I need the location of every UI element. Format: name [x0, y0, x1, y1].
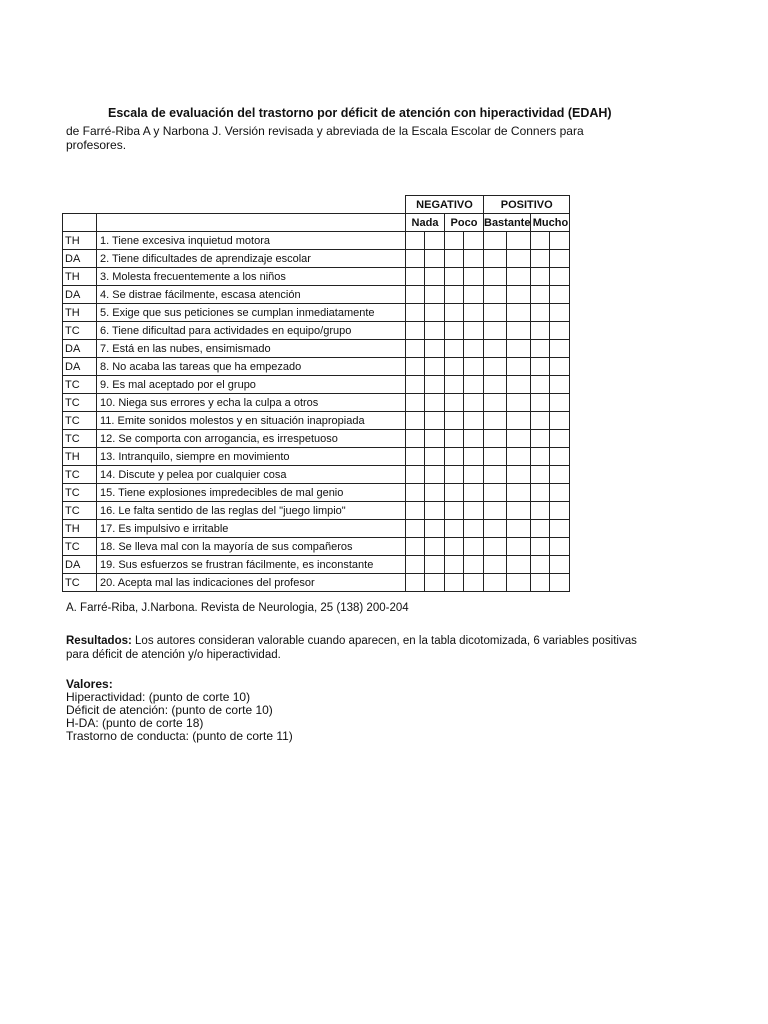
answer-checkbox-cell[interactable] — [531, 538, 550, 556]
table-row — [63, 268, 570, 286]
answer-checkbox-cell[interactable] — [445, 538, 464, 556]
answer-checkbox-cell[interactable] — [550, 358, 570, 376]
answer-checkbox-cell[interactable] — [425, 412, 445, 430]
answer-checkbox-cell[interactable] — [484, 394, 507, 412]
table-row — [63, 520, 570, 538]
answer-checkbox-cell[interactable] — [531, 358, 550, 376]
answer-checkbox-cell[interactable] — [550, 322, 570, 340]
row-item-text: 12. Se comporta con arrogancia, es irrespetuoso — [97, 430, 406, 448]
answer-checkbox-cell[interactable] — [425, 520, 445, 538]
row-item-text: 10. Niega sus errores y echa la culpa a otros — [97, 394, 406, 412]
answer-checkbox-cell[interactable] — [484, 538, 507, 556]
answer-checkbox-cell[interactable] — [531, 304, 550, 322]
answer-checkbox-cell[interactable] — [531, 250, 550, 268]
answer-checkbox-cell[interactable] — [484, 358, 507, 376]
answer-checkbox-cell[interactable] — [507, 340, 531, 358]
answer-checkbox-cell[interactable] — [445, 466, 464, 484]
row-item-text: 15. Tiene explosiones impredecibles de mal genio — [97, 484, 406, 502]
table-row — [63, 394, 570, 412]
answer-checkbox-cell[interactable] — [406, 232, 425, 250]
table-row — [63, 412, 570, 430]
answer-checkbox-cell[interactable] — [464, 520, 484, 538]
answer-checkbox-cell[interactable] — [406, 448, 425, 466]
answer-checkbox-cell[interactable] — [425, 322, 445, 340]
answer-checkbox-cell[interactable] — [445, 448, 464, 466]
answer-checkbox-cell[interactable] — [484, 304, 507, 322]
answer-checkbox-cell[interactable] — [464, 394, 484, 412]
answer-checkbox-cell[interactable] — [425, 448, 445, 466]
answer-checkbox-cell[interactable] — [531, 430, 550, 448]
answer-checkbox-cell[interactable] — [406, 340, 425, 358]
answer-checkbox-cell[interactable] — [550, 394, 570, 412]
answer-checkbox-cell[interactable] — [445, 232, 464, 250]
row-item-text: 18. Se lleva mal con la mayoría de sus compañeros — [97, 538, 406, 556]
answer-checkbox-cell[interactable] — [550, 520, 570, 538]
answer-checkbox-cell[interactable] — [425, 556, 445, 574]
answer-checkbox-cell[interactable] — [531, 466, 550, 484]
row-code: TH — [63, 520, 97, 538]
answer-checkbox-cell[interactable] — [507, 502, 531, 520]
header-bastante: Bastante — [484, 214, 531, 232]
answer-checkbox-cell[interactable] — [464, 304, 484, 322]
blank-header-cell — [63, 196, 406, 214]
answer-checkbox-cell[interactable] — [464, 412, 484, 430]
answer-checkbox-cell[interactable] — [425, 232, 445, 250]
answer-checkbox-cell[interactable] — [445, 502, 464, 520]
row-code: DA — [63, 286, 97, 304]
values-label: Valores: — [66, 677, 113, 691]
answer-checkbox-cell[interactable] — [425, 394, 445, 412]
answer-checkbox-cell[interactable] — [406, 394, 425, 412]
answer-checkbox-cell[interactable] — [425, 484, 445, 502]
answer-checkbox-cell[interactable] — [464, 268, 484, 286]
answer-checkbox-cell[interactable] — [507, 520, 531, 538]
results-paragraph — [66, 634, 638, 662]
answer-checkbox-cell[interactable] — [445, 412, 464, 430]
answer-checkbox-cell[interactable] — [484, 484, 507, 502]
answer-checkbox-cell[interactable] — [531, 556, 550, 574]
row-code: TC — [63, 376, 97, 394]
answer-checkbox-cell[interactable] — [484, 268, 507, 286]
answer-checkbox-cell[interactable] — [550, 268, 570, 286]
row-code: TC — [63, 322, 97, 340]
table-row — [63, 556, 570, 574]
answer-checkbox-cell[interactable] — [425, 430, 445, 448]
answer-checkbox-cell[interactable] — [445, 286, 464, 304]
answer-checkbox-cell[interactable] — [484, 412, 507, 430]
value-item: Déficit de atención: (punto de corte 10) — [66, 703, 273, 717]
answer-checkbox-cell[interactable] — [406, 556, 425, 574]
item-column-header — [97, 214, 406, 232]
table-row — [63, 250, 570, 268]
answer-checkbox-cell[interactable] — [425, 358, 445, 376]
row-item-text: 1. Tiene excesiva inquietud motora — [97, 232, 406, 250]
row-code: TC — [63, 502, 97, 520]
answer-checkbox-cell[interactable] — [550, 430, 570, 448]
answer-checkbox-cell[interactable] — [507, 466, 531, 484]
answer-checkbox-cell[interactable] — [531, 286, 550, 304]
answer-checkbox-cell[interactable] — [550, 412, 570, 430]
answer-checkbox-cell[interactable] — [507, 538, 531, 556]
answer-checkbox-cell[interactable] — [406, 412, 425, 430]
row-item-text: 7. Está en las nubes, ensimismado — [97, 340, 406, 358]
row-code: DA — [63, 556, 97, 574]
row-code: TC — [63, 574, 97, 592]
answer-checkbox-cell[interactable] — [484, 376, 507, 394]
answer-checkbox-cell[interactable] — [445, 322, 464, 340]
table-row — [63, 286, 570, 304]
row-code: TC — [63, 430, 97, 448]
answer-checkbox-cell[interactable] — [507, 376, 531, 394]
row-item-text: 2. Tiene dificultades de aprendizaje escolar — [97, 250, 406, 268]
row-code: TH — [63, 304, 97, 322]
answer-checkbox-cell[interactable] — [507, 484, 531, 502]
row-code: TC — [63, 394, 97, 412]
answer-checkbox-cell[interactable] — [507, 286, 531, 304]
answer-checkbox-cell[interactable] — [464, 322, 484, 340]
answer-checkbox-cell[interactable] — [550, 232, 570, 250]
answer-checkbox-cell[interactable] — [550, 250, 570, 268]
answer-checkbox-cell[interactable] — [550, 376, 570, 394]
answer-checkbox-cell[interactable] — [550, 286, 570, 304]
answer-checkbox-cell[interactable] — [531, 448, 550, 466]
answer-checkbox-cell[interactable] — [531, 376, 550, 394]
answer-checkbox-cell[interactable] — [425, 574, 445, 592]
answer-checkbox-cell[interactable] — [406, 538, 425, 556]
header-poco: Poco — [445, 214, 484, 232]
answer-checkbox-cell[interactable] — [406, 466, 425, 484]
answer-checkbox-cell[interactable] — [507, 304, 531, 322]
table-row — [63, 322, 570, 340]
answer-checkbox-cell[interactable] — [445, 250, 464, 268]
answer-checkbox-cell[interactable] — [464, 250, 484, 268]
answer-checkbox-cell[interactable] — [484, 574, 507, 592]
row-code: TH — [63, 268, 97, 286]
row-code: TH — [63, 448, 97, 466]
table-row — [63, 358, 570, 376]
answer-checkbox-cell[interactable] — [425, 286, 445, 304]
row-code: TC — [63, 484, 97, 502]
edah-scale-table — [62, 195, 570, 592]
answer-checkbox-cell[interactable] — [484, 556, 507, 574]
header-mucho: Mucho — [531, 214, 570, 232]
answer-checkbox-cell[interactable] — [507, 412, 531, 430]
answer-checkbox-cell[interactable] — [406, 484, 425, 502]
answer-checkbox-cell[interactable] — [425, 538, 445, 556]
answer-checkbox-cell[interactable] — [406, 304, 425, 322]
table-row — [63, 448, 570, 466]
answer-checkbox-cell[interactable] — [445, 430, 464, 448]
answer-checkbox-cell[interactable] — [531, 502, 550, 520]
value-item: Trastorno de conducta: (punto de corte 11) — [66, 729, 293, 743]
answer-checkbox-cell[interactable] — [406, 376, 425, 394]
answer-checkbox-cell[interactable] — [531, 574, 550, 592]
answer-checkbox-cell[interactable] — [550, 304, 570, 322]
table-row — [63, 430, 570, 448]
answer-checkbox-cell[interactable] — [445, 358, 464, 376]
answer-checkbox-cell[interactable] — [550, 574, 570, 592]
answer-checkbox-cell[interactable] — [484, 448, 507, 466]
table-row — [63, 484, 570, 502]
table-row — [63, 340, 570, 358]
row-item-text: 5. Exige que sus peticiones se cumplan inmediatamente — [97, 304, 406, 322]
answer-checkbox-cell[interactable] — [406, 250, 425, 268]
answer-checkbox-cell[interactable] — [507, 268, 531, 286]
answer-checkbox-cell[interactable] — [531, 322, 550, 340]
row-item-text: 11. Emite sonidos molestos y en situación inapropiada — [97, 412, 406, 430]
results-text: Los autores consideran valorable cuando aparecen, en la tabla dicotomizada, 6 variables positivas para déficit de atención y/o hiperactividad. — [66, 635, 637, 661]
answer-checkbox-cell[interactable] — [406, 286, 425, 304]
answer-checkbox-cell[interactable] — [425, 466, 445, 484]
row-code: TC — [63, 538, 97, 556]
answer-checkbox-cell[interactable] — [531, 484, 550, 502]
answer-checkbox-cell[interactable] — [464, 430, 484, 448]
row-code: TH — [63, 232, 97, 250]
answer-checkbox-cell[interactable] — [507, 430, 531, 448]
answer-checkbox-cell[interactable] — [484, 520, 507, 538]
answer-checkbox-cell[interactable] — [425, 304, 445, 322]
value-item: Hiperactividad: (punto de corte 10) — [66, 690, 251, 704]
answer-checkbox-cell[interactable] — [550, 538, 570, 556]
row-item-text: 17. Es impulsivo e irritable — [97, 520, 406, 538]
answer-checkbox-cell[interactable] — [550, 484, 570, 502]
answer-checkbox-cell[interactable] — [464, 232, 484, 250]
table-row — [63, 232, 570, 250]
row-item-text: 13. Intranquilo, siempre en movimiento — [97, 448, 406, 466]
answer-checkbox-cell[interactable] — [464, 448, 484, 466]
answer-checkbox-cell[interactable] — [406, 268, 425, 286]
values-list — [66, 691, 293, 743]
row-code: DA — [63, 358, 97, 376]
table-row — [63, 502, 570, 520]
answer-checkbox-cell[interactable] — [484, 502, 507, 520]
row-code: TC — [63, 412, 97, 430]
answer-checkbox-cell[interactable] — [445, 340, 464, 358]
header-positivo: POSITIVO — [484, 196, 570, 214]
answer-checkbox-cell[interactable] — [507, 556, 531, 574]
answer-checkbox-cell[interactable] — [445, 484, 464, 502]
answer-checkbox-cell[interactable] — [484, 322, 507, 340]
answer-checkbox-cell[interactable] — [484, 286, 507, 304]
answer-checkbox-cell[interactable] — [531, 520, 550, 538]
answer-checkbox-cell[interactable] — [550, 340, 570, 358]
answer-checkbox-cell[interactable] — [550, 466, 570, 484]
answer-checkbox-cell[interactable] — [445, 376, 464, 394]
answer-checkbox-cell[interactable] — [531, 394, 550, 412]
answer-checkbox-cell[interactable] — [406, 358, 425, 376]
answer-checkbox-cell[interactable] — [550, 502, 570, 520]
row-item-text: 9. Es mal aceptado por el grupo — [97, 376, 406, 394]
answer-checkbox-cell[interactable] — [464, 358, 484, 376]
answer-checkbox-cell[interactable] — [507, 358, 531, 376]
code-column-header — [63, 214, 97, 232]
answer-checkbox-cell[interactable] — [425, 340, 445, 358]
header-nada: Nada — [406, 214, 445, 232]
answer-checkbox-cell[interactable] — [507, 232, 531, 250]
answer-checkbox-cell[interactable] — [464, 340, 484, 358]
answer-checkbox-cell[interactable] — [550, 448, 570, 466]
answer-checkbox-cell[interactable] — [464, 574, 484, 592]
table-row — [63, 538, 570, 556]
answer-checkbox-cell[interactable] — [406, 574, 425, 592]
answer-checkbox-cell[interactable] — [484, 232, 507, 250]
answer-checkbox-cell[interactable] — [507, 322, 531, 340]
results-label: Resultados: — [66, 635, 132, 647]
row-item-text: 16. Le falta sentido de las reglas del "juego limpio" — [97, 502, 406, 520]
row-item-text: 20. Acepta mal las indicaciones del profesor — [97, 574, 406, 592]
row-item-text: 8. No acaba las tareas que ha empezado — [97, 358, 406, 376]
answer-checkbox-cell[interactable] — [464, 484, 484, 502]
answer-checkbox-cell[interactable] — [445, 574, 464, 592]
table-row — [63, 574, 570, 592]
answer-checkbox-cell[interactable] — [464, 286, 484, 304]
row-item-text: 3. Molesta frecuentemente a los niños — [97, 268, 406, 286]
answer-checkbox-cell[interactable] — [507, 448, 531, 466]
answer-checkbox-cell[interactable] — [550, 556, 570, 574]
answer-checkbox-cell[interactable] — [484, 340, 507, 358]
header-negativo: NEGATIVO — [406, 196, 484, 214]
row-item-text: 4. Se distrae fácilmente, escasa atención — [97, 286, 406, 304]
answer-checkbox-cell[interactable] — [425, 268, 445, 286]
table-row — [63, 304, 570, 322]
answer-checkbox-cell[interactable] — [531, 412, 550, 430]
answer-checkbox-cell[interactable] — [425, 502, 445, 520]
row-code: DA — [63, 250, 97, 268]
answer-checkbox-cell[interactable] — [464, 556, 484, 574]
answer-checkbox-cell[interactable] — [531, 268, 550, 286]
answer-checkbox-cell[interactable] — [406, 430, 425, 448]
citation: A. Farré-Riba, J.Narbona. Revista de Neurologia, 25 (138) 200-204 — [66, 602, 409, 614]
row-item-text: 14. Discute y pelea por cualquier cosa — [97, 466, 406, 484]
answer-checkbox-cell[interactable] — [406, 322, 425, 340]
answer-checkbox-cell[interactable] — [484, 250, 507, 268]
answer-checkbox-cell[interactable] — [507, 250, 531, 268]
answer-checkbox-cell[interactable] — [406, 520, 425, 538]
document-subtitle: de Farré-Riba A y Narbona J. Versión revisada y abreviada de la Escala Escolar de Conners para profesores. — [66, 124, 584, 152]
answer-checkbox-cell[interactable] — [464, 502, 484, 520]
value-item: H-DA: (punto de corte 18) — [66, 716, 204, 730]
row-item-text: 6. Tiene dificultad para actividades en equipo/grupo — [97, 322, 406, 340]
answer-checkbox-cell[interactable] — [464, 466, 484, 484]
table-row — [63, 376, 570, 394]
answer-checkbox-cell[interactable] — [484, 466, 507, 484]
answer-checkbox-cell[interactable] — [445, 268, 464, 286]
answer-checkbox-cell[interactable] — [445, 556, 464, 574]
answer-checkbox-cell[interactable] — [484, 430, 507, 448]
answer-checkbox-cell[interactable] — [406, 502, 425, 520]
answer-checkbox-cell[interactable] — [531, 340, 550, 358]
answer-checkbox-cell[interactable] — [464, 538, 484, 556]
document-title: Escala de evaluación del trastorno por déficit de atención con hiperactividad (EDAH) — [108, 106, 612, 120]
row-code: DA — [63, 340, 97, 358]
answer-checkbox-cell[interactable] — [464, 376, 484, 394]
answer-checkbox-cell[interactable] — [507, 394, 531, 412]
answer-checkbox-cell[interactable] — [425, 250, 445, 268]
answer-checkbox-cell[interactable] — [445, 304, 464, 322]
answer-checkbox-cell[interactable] — [445, 520, 464, 538]
answer-checkbox-cell[interactable] — [507, 574, 531, 592]
answer-checkbox-cell[interactable] — [425, 376, 445, 394]
row-item-text: 19. Sus esfuerzos se frustran fácilmente, es inconstante — [97, 556, 406, 574]
table-row — [63, 466, 570, 484]
answer-checkbox-cell[interactable] — [531, 232, 550, 250]
answer-checkbox-cell[interactable] — [445, 394, 464, 412]
row-code: TC — [63, 466, 97, 484]
